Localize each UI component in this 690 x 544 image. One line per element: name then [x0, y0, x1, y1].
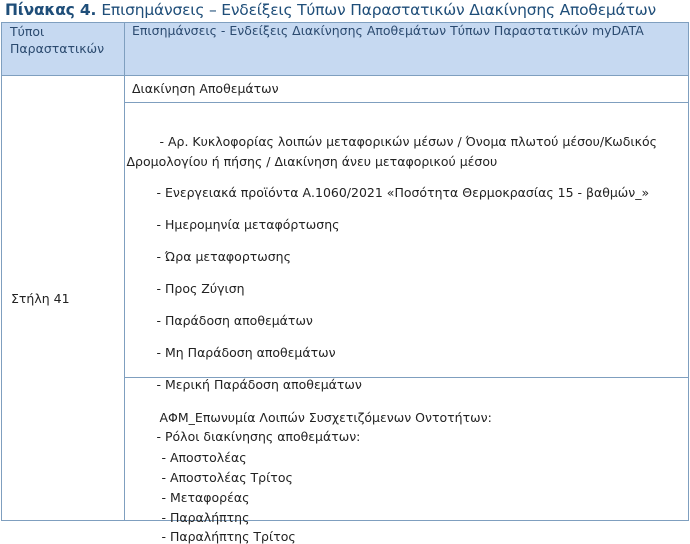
list-item: - Ενεργειακά προϊόντα Α.1060/2021 «Ποσότητα Θερμοκρασίας 15 - βαθμών_»: [156, 184, 650, 200]
table-header-row: [2, 23, 689, 76]
entities-cell: [125, 378, 689, 544]
list-item: - Παράδοση αποθεμάτων: [156, 312, 313, 328]
header-document-types: Τύποι Παραστατικών: [2, 23, 125, 76]
list-item: - Μερική Παράδοση αποθεμάτων: [156, 376, 362, 392]
row-label-column-41: Στήλη 41: [2, 76, 125, 521]
section-title: Διακίνηση Αποθεμάτων: [132, 81, 279, 96]
list-item: - Μη Παράδοση αποθεμάτων: [156, 344, 336, 360]
header-indications: Επισημάνσεις - Ενδείξεις Διακίνησης Αποθεμάτων Τύπων Παραστατικών myDATA: [125, 23, 689, 76]
list-item: - Αρ. Κυκλοφορίας λοιπών μεταφορικών μέσων / Όνομα πλωτού μέσου/Κωδικός: [159, 133, 657, 149]
roles-heading: - Ρόλοι διακίνησης αποθεμάτων:: [156, 428, 361, 444]
movement-items-cell: [125, 103, 689, 392]
list-item: - Παραλήπτης Τρίτος: [161, 528, 296, 544]
entities-heading: ΑΦΜ_Επωνυμία Λοιπών Συσχετιζόμενων Οντοτήτων:: [159, 409, 492, 425]
list-item: - Αποστολέας Τρίτος: [161, 469, 293, 485]
list-item: - Αποστολέας: [161, 449, 247, 465]
caption-label: Πίνακας 4.: [5, 1, 97, 19]
list-item: - Ώρα μεταφορτωσης: [156, 248, 291, 264]
table-row: [2, 76, 689, 103]
document-types-table: [1, 22, 689, 544]
list-item: Δρομολογίου ή πήσης / Διακίνηση άνευ μεταφορικού μέσου: [126, 153, 498, 169]
list-item: - Παραλήπτης: [161, 509, 250, 525]
table-caption: [5, 1, 687, 19]
list-item: - Ημερομηνία μεταφόρτωσης: [156, 216, 340, 232]
list-item: - Μεταφορέας: [161, 489, 250, 505]
section-title-cell: [125, 76, 689, 103]
caption-text: Επισημάνσεις – Ενδείξεις Τύπων Παραστατικών Διακίνησης Αποθεμάτων: [101, 1, 656, 19]
list-item: - Προς Ζύγιση: [156, 280, 245, 296]
